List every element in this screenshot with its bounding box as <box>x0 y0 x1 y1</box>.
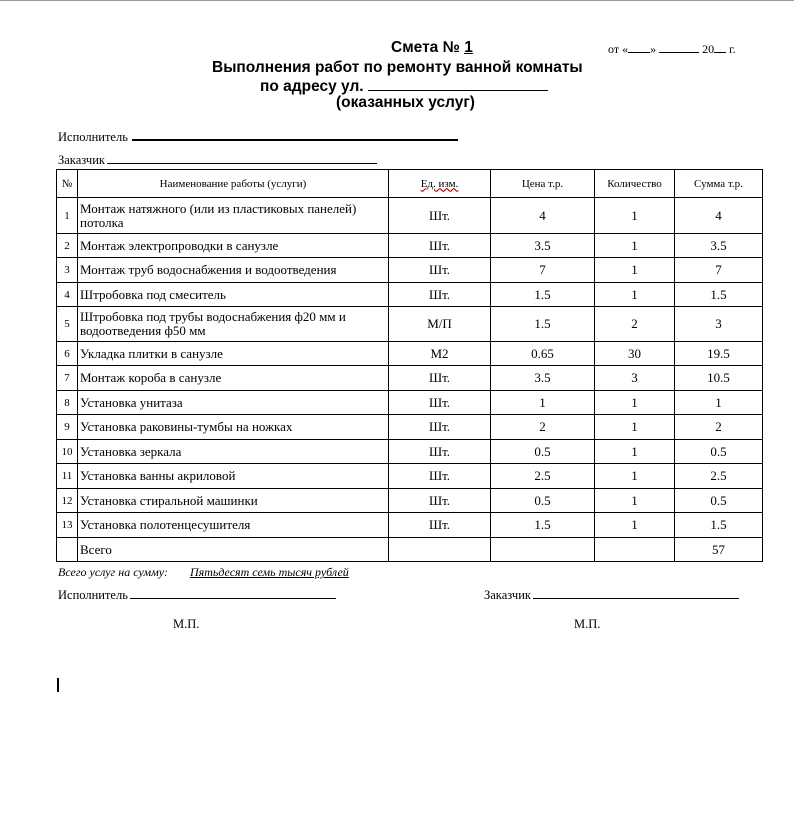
text-cursor <box>57 678 59 692</box>
services-note: (оказанных услуг) <box>336 94 475 111</box>
col-header-number: № <box>57 170 78 198</box>
customer-row <box>58 151 377 168</box>
table-row: 9 Установка раковины-тумбы на ножках Шт. 2 1 2 <box>57 415 763 440</box>
executor-label: Исполнитель <box>58 130 128 144</box>
address-field[interactable] <box>368 76 548 91</box>
col-header-sum: Сумма т.р. <box>675 170 763 198</box>
table-row: 12 Установка стиральной машинки Шт. 0.5 1 0.5 <box>57 489 763 513</box>
estimate-subtitle: Выполнения работ по ремонту ванной комнаты <box>212 59 583 76</box>
document-top-border <box>0 0 794 1</box>
table-row: 7 Монтаж короба в санузле Шт. 3.5 3 10.5 <box>57 366 763 391</box>
date-field[interactable]: от « » 20 г. <box>608 42 736 56</box>
table-row: 11 Установка ванны акриловой Шт. 2.5 1 2.5 <box>57 464 763 489</box>
table-total-row <box>57 538 763 562</box>
estimate-table <box>56 169 763 562</box>
table-row: 10 Установка зеркала Шт. 0.5 1 0.5 <box>57 440 763 464</box>
col-header-unit: Ед. изм. <box>389 170 491 198</box>
table-row: 4 Штробовка под смеситель Шт. 1.5 1 1.5 <box>57 283 763 307</box>
customer-signature: Заказчик <box>484 587 739 603</box>
customer-signature-field[interactable] <box>533 587 739 599</box>
total-words-label: Всего услуг на сумму: <box>58 565 168 579</box>
estimate-number: 1 <box>464 39 473 56</box>
total-label: Всего <box>78 538 389 562</box>
customer-stamp-label: М.П. <box>574 617 601 631</box>
executor-stamp-label: М.П. <box>173 617 200 631</box>
executor-signature-field[interactable] <box>130 587 336 599</box>
total-words-amount: Пятьдесят семь тысяч рублей <box>189 565 349 579</box>
customer-field[interactable] <box>107 151 377 164</box>
col-header-name: Наименование работы (услуги) <box>78 170 389 198</box>
table-row: 6 Укладка плитки в санузле М2 0.65 30 19.5 <box>57 342 763 366</box>
table-row: 8 Установка унитаза Шт. 1 1 1 <box>57 391 763 415</box>
address-line: по адресу ул. <box>260 76 548 97</box>
table-row: 2 Монтаж электропроводки в санузле Шт. 3.5 1 3.5 <box>57 234 763 258</box>
table-row: 3 Монтаж труб водоснабжения и водоотведения Шт. 7 1 7 <box>57 258 763 283</box>
estimate-title: Смета № 1 <box>391 39 473 56</box>
table-header-row <box>57 170 763 198</box>
table-row: 5 Штробовка под трубы водоснабжения ф20 мм и водоотведения ф50 мм М/П 1.5 2 3 <box>57 307 763 342</box>
executor-signature: Исполнитель <box>58 587 336 603</box>
col-header-quantity: Количество <box>595 170 675 198</box>
total-sum: 57 <box>675 538 763 562</box>
executor-field[interactable] <box>132 127 458 141</box>
table-row: 1 Монтаж натяжного (или из пластиковых панелей) потолка Шт. 4 1 4 <box>57 198 763 234</box>
table-row: 13 Установка полотенцесушителя Шт. 1.5 1 1.5 <box>57 513 763 538</box>
total-in-words <box>58 565 349 580</box>
col-header-price: Цена т.р. <box>491 170 595 198</box>
customer-label: Заказчик <box>58 153 105 167</box>
executor-row <box>58 127 458 145</box>
